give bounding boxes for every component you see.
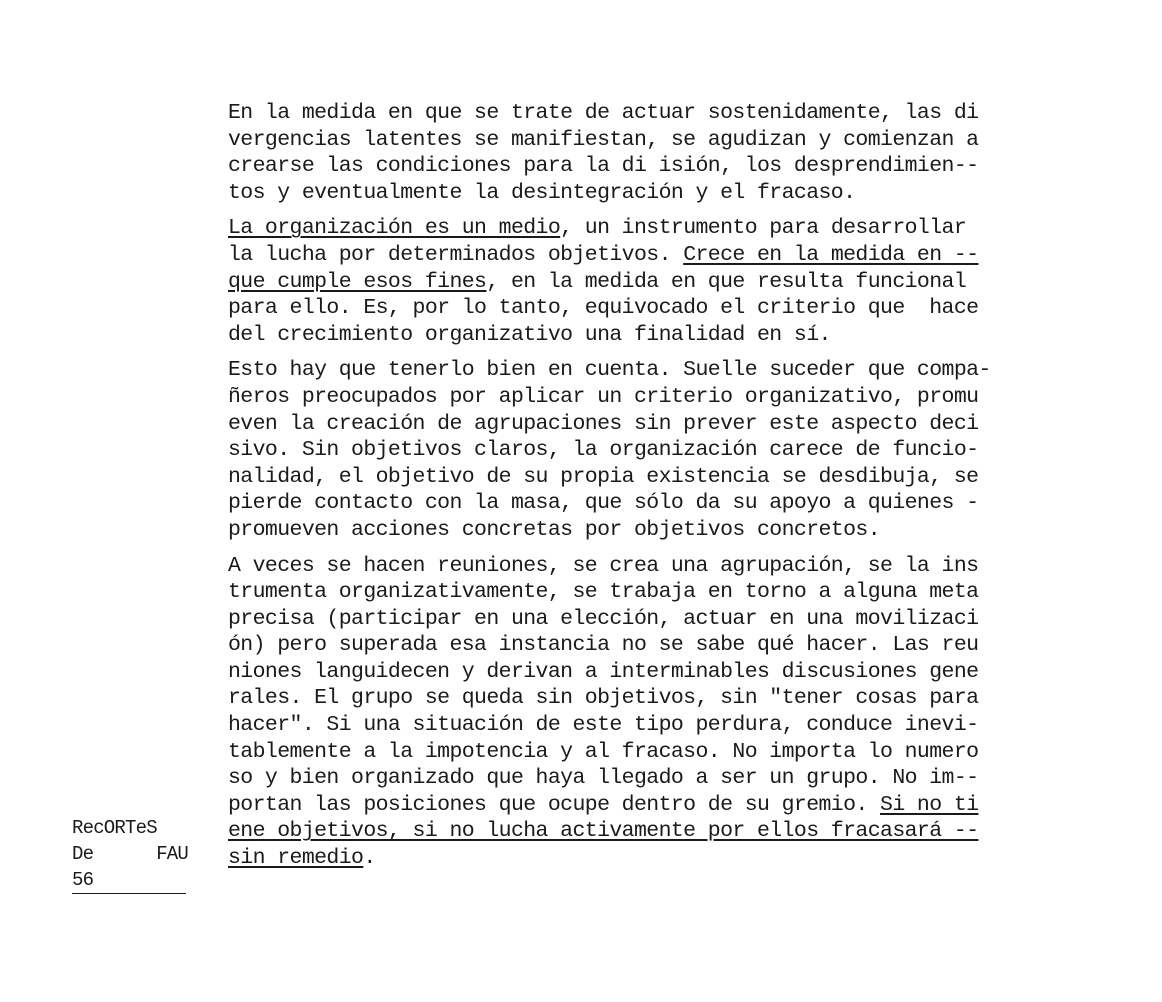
text-line: [228, 322, 1098, 349]
text-line: [228, 606, 1098, 633]
text-line: [228, 792, 1098, 819]
text-segment: tos y eventualmente la desintegración y el fracaso.: [228, 180, 856, 205]
text-segment: A veces se hacen reuniones, se crea una agrupación, se la ins: [228, 553, 979, 578]
text-line: [228, 295, 1098, 322]
text-segment: niones languidecen y derivan a interminables discusiones gene: [228, 659, 979, 684]
text-segment: hacer". Si una situación de este tipo perdura, conduce inevi-: [228, 713, 979, 738]
text-segment: trumenta organizativamente, se trabaja en torno a alguna meta: [228, 580, 979, 605]
paragraph: [228, 100, 1098, 206]
text-segment: crearse las condiciones para la di isión, los desprendimien--: [228, 154, 979, 179]
text-line: [228, 215, 1098, 242]
text-segment: tablemente a la impotencia y al fracaso. No importa lo numero: [228, 739, 979, 764]
text-segment: even la creación de agrupaciones sin prever este aspecto deci: [228, 411, 979, 436]
text-segment: nalidad, el objetivo de su propia existencia se desdibuja, se: [228, 464, 979, 489]
text-segment: so y bien organizado que haya llegado a ser un grupo. No im--: [228, 766, 979, 791]
underlined-text: La organización es un medio: [228, 216, 561, 241]
underlined-text: que cumple esos fines: [228, 269, 487, 294]
text-line: [228, 553, 1098, 580]
text-line: [228, 517, 1098, 544]
paragraph: [228, 553, 1098, 872]
text-segment: del crecimiento organizativo una finalidad en sí.: [228, 322, 831, 347]
text-line: [228, 845, 1098, 872]
text-segment: rales. El grupo se queda sin objetivos, sin "tener cosas para: [228, 686, 979, 711]
text-segment: pierde contacto con la masa, que sólo da su apoyo a quienes -: [228, 491, 979, 516]
text-line: [228, 127, 1098, 154]
text-line: [228, 464, 1098, 491]
text-line: [228, 357, 1098, 384]
text-segment: .: [363, 846, 376, 871]
text-line: [228, 437, 1098, 464]
text-segment: vergencias latentes se manifiestan, se agudizan y comienzan a: [228, 127, 979, 152]
text-line: [228, 100, 1098, 127]
text-line: [228, 712, 1098, 739]
text-line: [228, 384, 1098, 411]
text-line: [228, 579, 1098, 606]
text-line: [228, 242, 1098, 269]
margin-note-fau: FAU: [156, 843, 188, 865]
text-line: [228, 659, 1098, 686]
text-line: [228, 685, 1098, 712]
text-line: [228, 490, 1098, 517]
text-line: [228, 632, 1098, 659]
margin-note-page-number: 56: [72, 867, 186, 894]
text-segment: precisa (participar en una elección, actuar en una movilizaci: [228, 606, 979, 631]
text-segment: ñeros preocupados por aplicar un criterio organizativo, promu: [228, 384, 979, 409]
text-segment: En la medida en que se trate de actuar sostenidamente, las di: [228, 101, 979, 125]
paragraph: [228, 357, 1098, 543]
margin-note-line-2: [72, 841, 188, 867]
text-line: [228, 269, 1098, 296]
text-segment: portan las posiciones que ocupe dentro de su gremio.: [228, 792, 881, 817]
text-segment: Esto hay que tenerlo bien en cuenta. Suelle suceder que compa-: [228, 358, 991, 383]
text-segment: sivo. Sin objetivos claros, la organización carece de funcio-: [228, 438, 979, 463]
underlined-text: Crece en la medida en --: [683, 242, 979, 267]
text-segment: , en la medida en que resulta funcional: [486, 269, 967, 294]
text-segment: promueven acciones concretas por objetivos concretos.: [228, 517, 881, 542]
text-line: [228, 153, 1098, 180]
text-line: [228, 411, 1098, 438]
margin-note: [72, 815, 188, 894]
margin-note-de: De: [72, 843, 94, 865]
margin-note-line-1: RecORTeS: [72, 817, 157, 839]
text-line: [228, 180, 1098, 207]
paragraph: [228, 215, 1098, 348]
underlined-text: Si no ti: [880, 792, 979, 817]
text-line: [228, 818, 1098, 845]
text-line: [228, 739, 1098, 766]
underlined-text: sin remedio: [228, 846, 364, 871]
text-segment: para ello. Es, por lo tanto, equivocado el criterio que hace: [228, 296, 979, 321]
text-line: [228, 765, 1098, 792]
text-segment: , un instrumento para desarrollar: [560, 216, 967, 241]
underlined-text: ene objetivos, si no lucha activamente por ellos fracasará --: [228, 819, 979, 844]
body-text: [228, 100, 1098, 881]
text-segment: la lucha por determinados objetivos.: [228, 242, 684, 267]
text-segment: ón) pero superada esa instancia no se sabe qué hacer. Las reu: [228, 633, 979, 658]
